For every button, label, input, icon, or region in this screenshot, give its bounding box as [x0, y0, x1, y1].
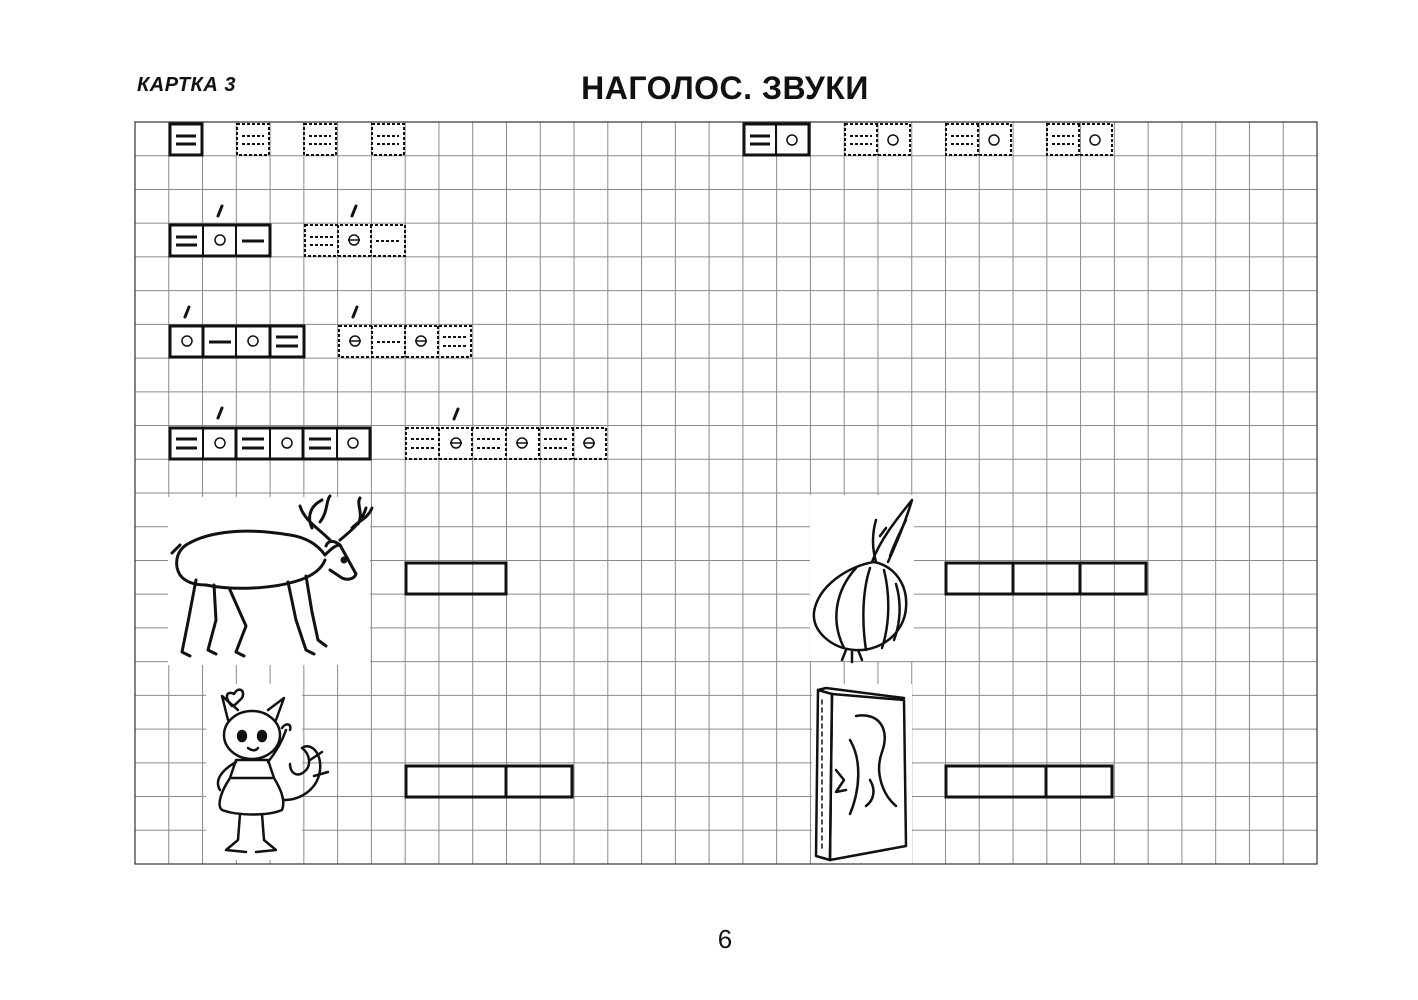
stress-mark: [454, 409, 458, 419]
empty-dotted-syllable[interactable]: [946, 124, 1011, 155]
stress-mark: [353, 307, 357, 317]
answer-box-onion[interactable]: [946, 563, 1146, 594]
example-syllable-scheme: [744, 124, 809, 155]
empty-dotted-box[interactable]: [304, 124, 336, 155]
empty-dotted-box[interactable]: [372, 124, 404, 155]
stress-mark: [185, 307, 189, 317]
dotted-word-scheme-3[interactable]: [305, 206, 405, 256]
stress-mark: [352, 206, 356, 216]
empty-dotted-box[interactable]: [237, 124, 269, 155]
stress-mark: [218, 206, 222, 216]
example-hard-consonant-box: [170, 124, 202, 155]
page-title: НАГОЛОС. ЗВУКИ: [581, 70, 869, 106]
graph-paper-grid: [135, 122, 1317, 864]
answer-box-elk[interactable]: [406, 563, 506, 594]
stress-mark: [218, 408, 222, 418]
empty-dotted-syllable[interactable]: [1047, 124, 1112, 155]
answer-box-squirrel[interactable]: [406, 766, 572, 797]
example-word-scheme-4: [170, 307, 304, 357]
page-number: 6: [717, 924, 733, 954]
card-label: КАРТКА 3: [137, 74, 236, 96]
answer-box-board[interactable]: [946, 766, 1112, 797]
example-word-scheme-3: [170, 206, 270, 256]
